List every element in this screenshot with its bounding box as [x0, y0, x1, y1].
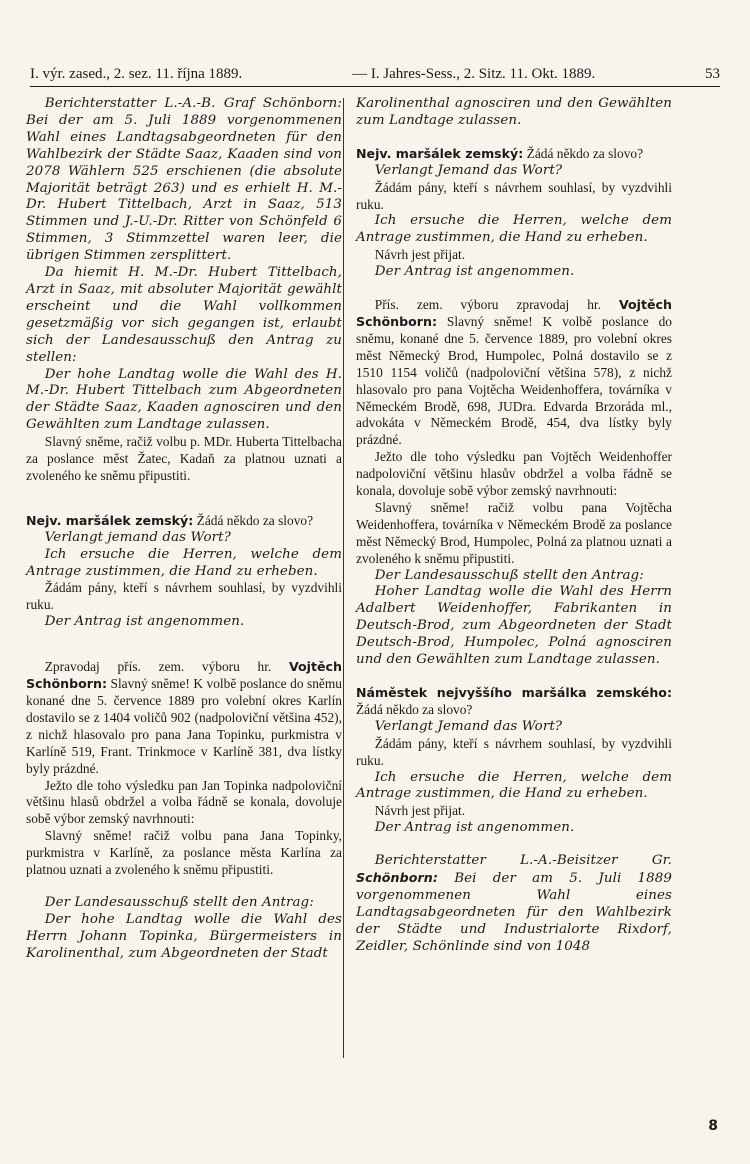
speaker-name: Schönborn:	[356, 870, 438, 886]
column-divider	[343, 98, 344, 1058]
vote-call-czech: Žádám pány, kteří s návrhem souhlasí, by vyzdvihli ruku.	[356, 735, 672, 768]
motion-accepted-german: Der Antrag ist angenommen.	[44, 614, 245, 630]
speaker-name: Vojtěch Schönborn:	[26, 659, 342, 692]
vote-call-german: Ich ersuche die Herren, welche dem Antrage zustimmen, die Hand zu erheben.	[356, 213, 672, 246]
speaker-name: Nejv. maršálek zemský:	[356, 145, 524, 161]
deputy-marshal-question: Náměstek nejvyššího maršálka zemského: Žádá někdo za slovo?	[356, 685, 672, 717]
deputy-question-german: Verlangt Jemand das Wort?	[374, 718, 563, 734]
speaker-name: Nejv. maršálek zemský:	[26, 512, 194, 528]
page-header	[30, 66, 720, 87]
motion-tittelbach-german: Der hohe Landtag wolle die Wahl des H. M.-Dr. Hubert Tittelbach zum Abgeordneten der Städte Saaz, Kaaden agnosciren und den Gewählten zum Landtage zulassen.	[26, 366, 342, 433]
marshal-question-german: Verlangt jemand das Wort?	[44, 529, 231, 545]
marshal-question-german: Verlangt Jemand das Wort?	[374, 162, 563, 178]
committee-motion-intro: Der Landesausschuß stellt den Antrag:	[44, 894, 314, 910]
marshal-question: Nejv. maršálek zemský: Žádá někdo za slovo?	[356, 145, 644, 161]
report-rixdorf-german: Berichterstatter L.-A.-Beisitzer Gr. Schönborn: Bei der am 5. Juli 1889 vorgenommenen Wahl eines Landtagsabgeordneten für den Wahlbezirk der Städte und Industrialorte Rixdorf, Zeidler, Schönlinde sind von 1048	[356, 853, 673, 954]
speaker-name: Náměstek nejvyššího maršálka zemského:	[356, 685, 672, 700]
motion-accepted-german: Der Antrag ist angenommen.	[374, 264, 575, 280]
vote-call-german: Ich ersuche die Herren, welche dem Antrage zustimmen, die Hand zu erheben.	[356, 769, 672, 802]
report-tittelbach-german: Berichterstatter L.-A.-B. Graf Schönborn: Bei der am 5. Juli 1889 vorgenommenen Wahl eines Landtagsabgeordneten für den Wahlbezirk der Städte Saaz, Kaaden sind von 2078 Wählern 525 erschienen (die absolute Majorität beträgt 263) und es erhielt H. M.-Dr. Hubert Tittelbach, Arzt in Saaz, 513 Stimmen und J.-U.-Dr. Ritter von Schönfeld 6 Stimmen, 3 Stimmzettel waren leer, die übrigen Stimmen zersplittert.	[26, 96, 342, 264]
page-number: 53	[705, 66, 720, 82]
motion-weidenhoffer-czech: Slavný sněme! račiž volbu pana Vojtěcha Weidenhoffera, továrníka v Německém Brodě za poslance měst Německý Brod, Humpolec, Polná za platnou uznati a zvoleného k sněmu připustiti.	[356, 499, 672, 566]
signature-mark: 8	[708, 1118, 718, 1134]
speaker-name: Vojtěch Schönborn:	[356, 297, 672, 329]
vote-call-czech: Žádám pány, kteří s návrhem souhlasí, by vyzdvihli ruku.	[356, 179, 672, 212]
right-column	[356, 96, 672, 956]
motion-topinka-german: Der hohe Landtag wolle die Wahl des Herrn Johann Topinka, Bürgermeisters in Karolinenthal, zum Abgeordneten der Stadt	[26, 911, 342, 961]
committee-motion-intro: Der Landesausschuß stellt den Antrag:	[374, 567, 644, 583]
vote-call-czech: Žádám pány, kteří s návrhem souhlasí, by vyzdvihli ruku.	[26, 580, 342, 613]
vote-call-german: Ich ersuche die Herren, welche dem Antrage zustimmen, die Hand zu erheben.	[26, 546, 342, 579]
report-weidenhoffer-czech: Přís. zem. výboru zpravodaj hr. Vojtěch Schönborn: Slavný sněme! K volbě poslance do sněmu, konané dne 5. července 1889, pro volební okres měst Německý Brod, Humpolec, Polná dostavilo se z 1510 1154 voličů (nadpoloviční většina 578), z nichž hlasovalo pro pana Vojtěcha Weidenhoffera, továrníka v Německém Brodě, 698, JUDra. Edvarda Brzoráda ml., advokáta v Německém Brodě, 454, dva lístky byly prázdné.	[356, 297, 672, 448]
finding-weidenhoffer-czech: Ježto dle toho výsledku pan Vojtěch Weidenhoffer nadpoloviční většinu hlasův obdržel a volba řádně se konala, dovoluje sobě výbor zemský navrhnouti:	[356, 449, 672, 499]
motion-accepted-german: Der Antrag ist angenommen.	[374, 820, 575, 836]
motion-accepted-czech: Návrh jest přijat.	[374, 247, 466, 263]
motion-accepted-czech: Návrh jest přijat.	[374, 803, 466, 819]
report-topinka-czech: Zpravodaj přís. zem. výboru hr. Vojtěch Schönborn: Slavný sněme! K volbě poslance do sněmu konané dne 5. července 1889 pro volební okres Karlín dostavilo se z 1404 voličů 902 (nadpoloviční většina 452), z nichž hlasovalo pro pana Jana Topinku, purkmistra v Karlíně 519, Frant. Trinkmoce v Karlíně 381, dva lístky byly prázdné.	[26, 659, 342, 776]
motion-topinka-german-cont: Karolinenthal agnosciren und den Gewählten zum Landtage zulassen.	[356, 96, 672, 128]
finding-topinka-czech: Ježto dle toho výsledku pan Jan Topinka nadpoloviční většinu hlasů obdržel a volba řádně se konala, dovoluje sobě výbor zemský navrhnouti:	[26, 777, 342, 827]
left-column	[26, 96, 342, 963]
header-czech: I. výr. zased., 2. sez. 11. října 1889.	[30, 66, 243, 82]
motion-weidenhoffer-german: Hoher Landtag wolle die Wahl des Herrn Adalbert Weidenhoffer, Fabrikanten in Deutsch-Brod, zum Abgeordneten der Stadt Deutsch-Brod, Humpolec, Polná agnosciren und den Gewählten zum Landtage zulassen.	[356, 584, 672, 668]
report-tittelbach-finding: Da hiemit H. M.-Dr. Hubert Tittelbach, Arzt in Saaz, mit absoluter Majorität gewählt erscheint und die Wahl vollkommen gesetzmäßig vor sich gegangen ist, erlaubt sich der Landesausschuß den Antrag zu stellen:	[26, 265, 342, 365]
marshal-question: Nejv. maršálek zemský: Žádá někdo za slovo?	[26, 512, 314, 528]
header-german: — I. Jahres-Sess., 2. Sitz. 11. Okt. 1889.	[352, 66, 596, 82]
motion-tittelbach-czech: Slavný sněme, račiž volbu p. MDr. Huberta Tittelbacha za poslance měst Žatec, Kadaň za platnou uznati a zvoleného ke sněmu připustiti.	[26, 434, 342, 483]
motion-topinka-czech: Slavný sněme! račiž volbu pana Jana Topinky, purkmistra v Karlíně, za poslance města Karlína za platnou uznati a zvoleného k sněmu připustiti.	[26, 828, 342, 878]
